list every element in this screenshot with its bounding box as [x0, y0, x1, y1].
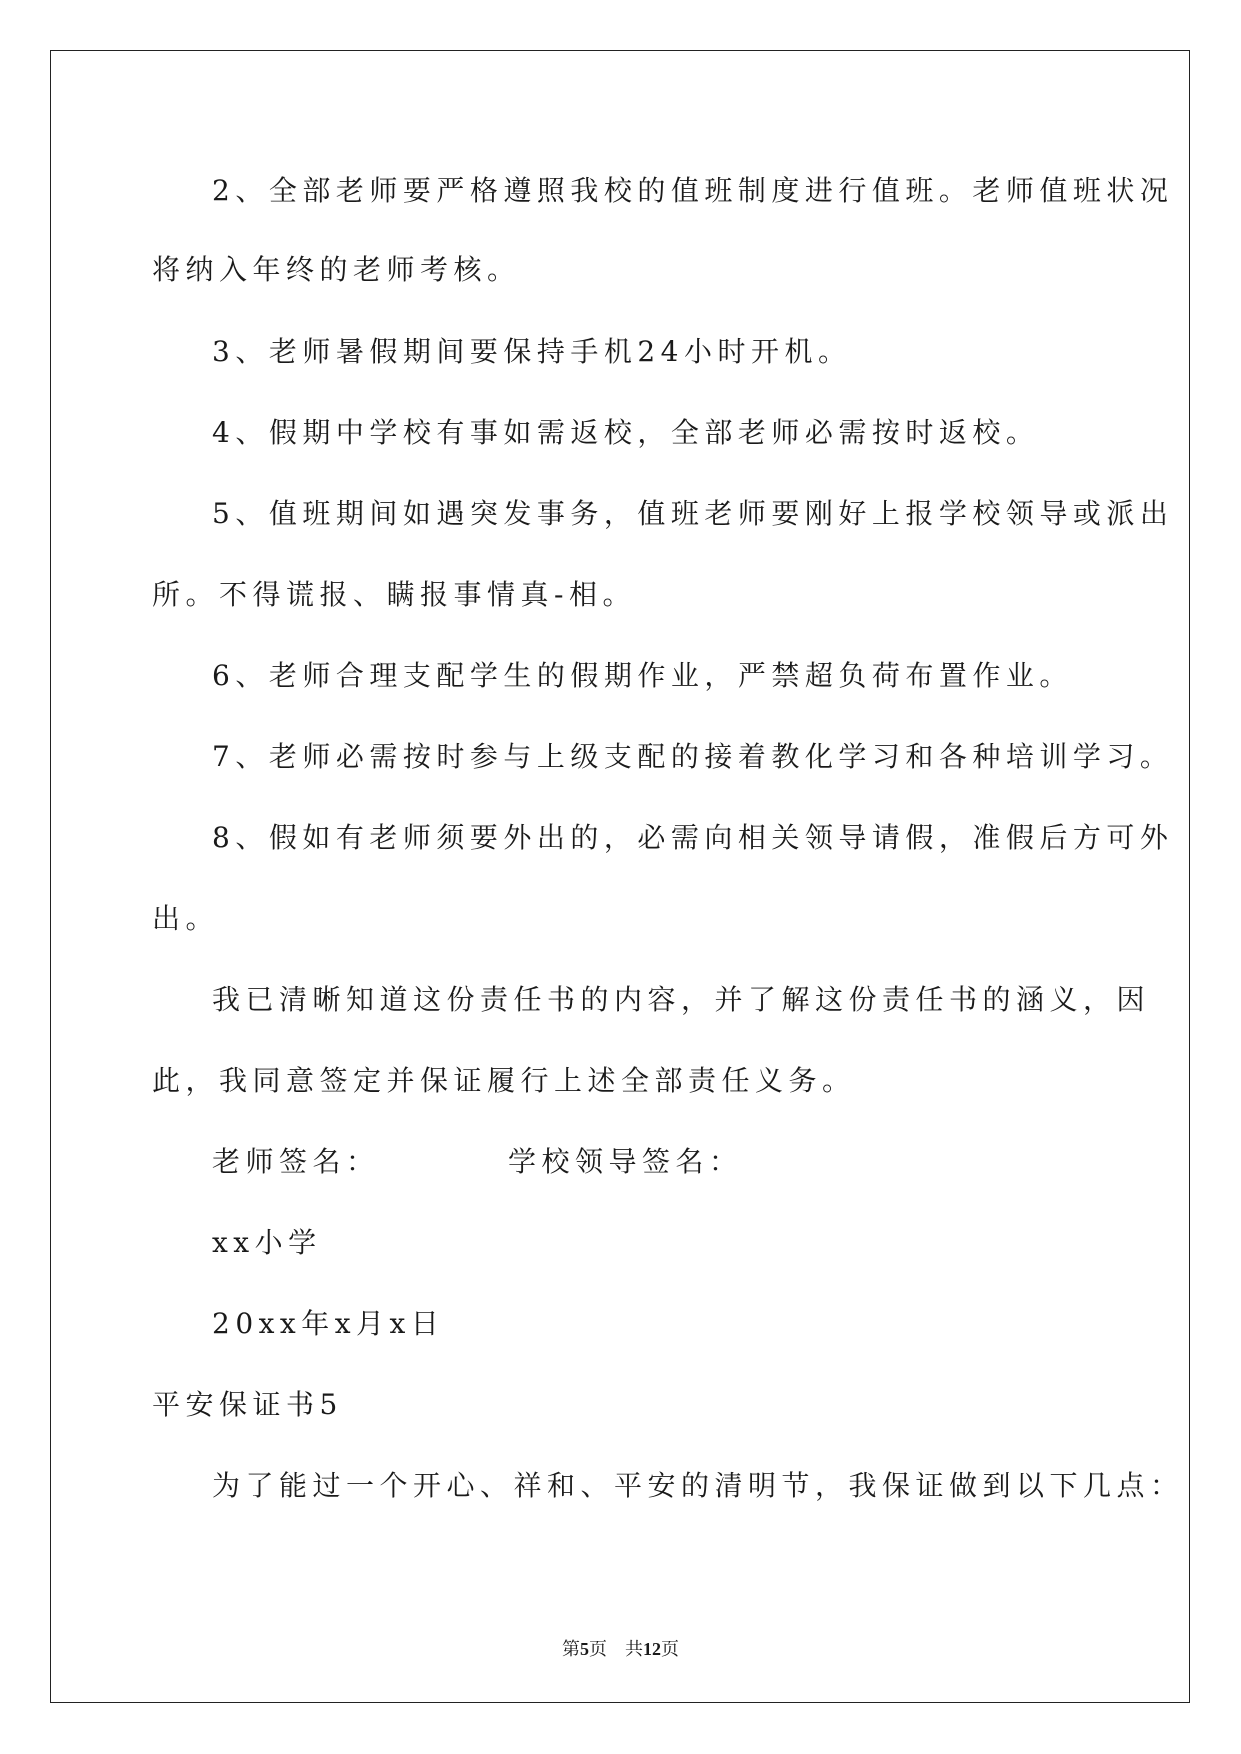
footer-prefix: 第: [562, 1639, 580, 1660]
page-border: [50, 50, 1190, 1703]
section-intro: 为了能过一个开心、祥和、平安的清明节，我保证做到以下几点：: [212, 1469, 1184, 1502]
school-name: xx小学: [212, 1226, 322, 1259]
paragraph-2-line-1: 2、全部老师要严格遵照我校的值班制度进行值班。老师值班状况: [212, 174, 1174, 207]
teacher-signature-label: 老师签名：: [212, 1145, 380, 1178]
date-line: 20xx年x月x日: [212, 1307, 445, 1340]
footer-suffix: 页: [661, 1639, 679, 1660]
section-title: 平安保证书5: [152, 1388, 343, 1421]
paragraph-8-line-2: 出。: [152, 902, 220, 935]
paragraph-2-line-2: 将纳入年终的老师考核。: [152, 253, 521, 286]
leader-signature-label: 学校领导签名：: [508, 1145, 743, 1178]
paragraph-4: 4、假期中学校有事如需返校，全部老师必需按时返校。: [212, 416, 1040, 449]
paragraph-7: 7、老师必需按时参与上级支配的接着教化学习和各种培训学习。: [212, 740, 1174, 773]
total-page-count: 12: [643, 1639, 661, 1659]
statement-line-2: 此，我同意签定并保证履行上述全部责任义务。: [152, 1064, 856, 1097]
paragraph-8-line-1: 8、假如有老师须要外出的，必需向相关领导请假，准假后方可外: [212, 821, 1174, 854]
paragraph-5-line-2: 所。不得谎报、瞒报事情真-相。: [152, 578, 636, 611]
statement-line-1: 我已清晰知道这份责任书的内容，并了解这份责任书的涵义，因: [212, 983, 1151, 1016]
footer-middle: 页 共: [589, 1639, 643, 1660]
paragraph-3: 3、老师暑假期间要保持手机24小时开机。: [212, 335, 852, 368]
page-number-footer: [0, 1637, 1241, 1662]
paragraph-6: 6、老师合理支配学生的假期作业，严禁超负荷布置作业。: [212, 659, 1073, 692]
paragraph-5-line-1: 5、值班期间如遇突发事务，值班老师要刚好上报学校领导或派出: [212, 497, 1174, 530]
current-page-number: 5: [580, 1639, 589, 1659]
